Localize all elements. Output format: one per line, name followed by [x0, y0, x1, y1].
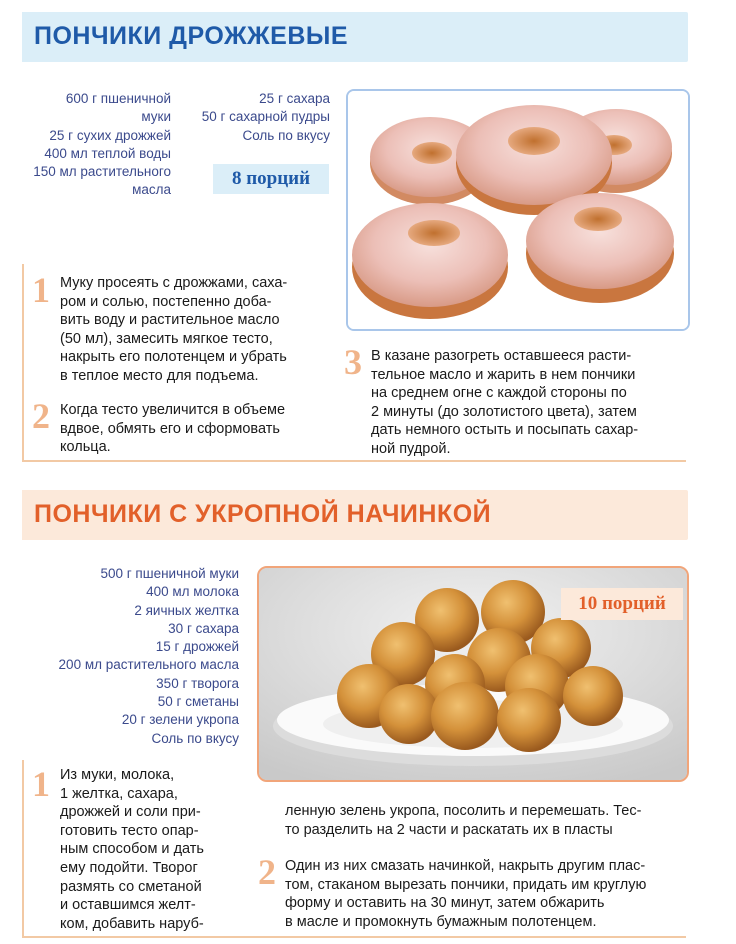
- step-line: 2 минуты (до золотистого цвета), затем: [371, 403, 637, 420]
- recipe1-left-rule: [22, 264, 24, 460]
- step-line: вдвое, обмять его и сформовать: [60, 420, 280, 437]
- step-line: и оставшимся желт-: [60, 897, 196, 914]
- step-line: (50 мл), замесить мягкое тесто,: [60, 330, 273, 347]
- recipe2-portions: 10 порций: [578, 593, 666, 614]
- step-line: ленную зелень укропа, посолить и перемешать. Тес-: [285, 803, 642, 819]
- ingredient: 30 г сахара: [168, 620, 239, 636]
- ingredient: 200 мл растительного масла: [58, 657, 239, 673]
- recipe2-ingredients: [59, 565, 239, 748]
- step-line: то разделить на 2 части и раскатать их в пласты: [285, 821, 613, 838]
- recipe1-title: ПОНЧИКИ ДРОЖЖЕВЫЕ: [34, 22, 349, 50]
- ingredient: 400 мл молока: [146, 584, 239, 600]
- step-line: 1 желтка, сахара,: [60, 785, 178, 802]
- step-line: дать немного остыть и посыпать сахар-: [371, 422, 639, 439]
- ingredient: 50 г сахарной пудры: [201, 109, 330, 125]
- ingredient: 400 мл теплой воды: [44, 145, 171, 161]
- step-line: ком, добавить наруб-: [60, 915, 204, 932]
- ingredient: муки: [141, 109, 171, 125]
- step-number-2: 2: [32, 396, 50, 436]
- ingredient: 500 г пшеничной муки: [100, 566, 239, 581]
- step-number-3: 3: [344, 342, 362, 382]
- step-line: Из муки, молока,: [60, 767, 175, 783]
- ingredient: 2 яичных желтка: [134, 602, 239, 618]
- ingredient: 600 г пшеничной: [65, 91, 171, 106]
- recipe2-step-1: [60, 766, 204, 933]
- step-line: тельное масло и жарить в нем пончики: [371, 366, 636, 383]
- donuts-image: [348, 91, 688, 329]
- step-number-2: 2: [258, 852, 276, 892]
- step-line: размять со сметаной: [60, 878, 202, 895]
- recipe1-step-3: [371, 347, 638, 459]
- ingredient: 20 г зелени укропа: [121, 712, 239, 728]
- recipe2-step-2: [285, 857, 646, 931]
- step-line: вить воду и растительное масло: [60, 312, 280, 329]
- ingredient: Соль по вкусу: [242, 127, 330, 143]
- step-line: форму и оставить на 30 минут, затем обжарить: [285, 895, 605, 912]
- step-line: Один из них смазать начинкой, накрыть другим плас-: [285, 858, 646, 874]
- ingredient: 150 мл растительного: [33, 164, 171, 180]
- ball-icon: [563, 666, 623, 726]
- recipe1-step-2: [60, 401, 285, 457]
- ball-icon: [497, 688, 561, 752]
- step-line: ной пудрой.: [371, 440, 451, 457]
- recipe1-bottom-rule: [22, 460, 686, 462]
- recipe1-portions: 8 порций: [231, 168, 311, 189]
- step-number-1: 1: [32, 270, 50, 310]
- recipe1-step-1: [60, 274, 287, 386]
- ball-icon: [431, 682, 499, 750]
- step-line: на среднем огне с каждой стороны по: [371, 385, 627, 402]
- recipe2-bottom-rule: [22, 936, 686, 938]
- recipe2-left-rule: [22, 760, 24, 938]
- ball-icon: [379, 684, 439, 744]
- step-line: накрыть его полотенцем и убрать: [60, 349, 287, 366]
- ingredient: Соль по вкусу: [151, 730, 239, 746]
- recipe2-step-1-continued: [285, 802, 641, 839]
- recipe2-title: ПОНЧИКИ С УКРОПНОЙ НАЧИНКОЙ: [34, 500, 492, 528]
- recipe2-photo: [257, 566, 689, 782]
- ingredient: 50 г сметаны: [157, 694, 239, 710]
- ingredient: 25 г сахара: [259, 91, 330, 106]
- step-line: в теплое место для подъема.: [60, 367, 259, 384]
- step-line: Когда тесто увеличится в объеме: [60, 402, 286, 418]
- step-line: Муку просеять с дрожжами, саха-: [60, 275, 288, 291]
- ingredient: 25 г сухих дрожжей: [49, 127, 171, 143]
- ingredient: масла: [132, 182, 171, 198]
- recipe1-ingredients-left: [33, 90, 171, 200]
- donut-icon: [526, 193, 674, 303]
- step-line: ему подойти. Творог: [60, 859, 198, 876]
- recipe2-title-bar: [22, 490, 688, 540]
- donut-icon: [352, 203, 508, 319]
- recipe1-photo: [346, 89, 690, 331]
- ingredient: 350 г творога: [156, 675, 239, 691]
- step-line: кольца.: [60, 439, 111, 456]
- recipe1-portions-badge: [213, 164, 329, 194]
- recipe2-portions-badge: [561, 588, 683, 620]
- recipe1-title-bar: [22, 12, 688, 62]
- ingredient: 15 г дрожжей: [155, 639, 239, 655]
- step-line: том, стаканом вырезать пончики, придать им круглую: [285, 876, 647, 893]
- step-line: В казане разогреть оставшееся расти-: [371, 348, 632, 364]
- step-line: дрожжей и соли при-: [60, 804, 201, 821]
- step-line: ным способом и дать: [60, 841, 204, 858]
- step-line: ром и солью, постепенно доба-: [60, 293, 272, 310]
- recipe1-ingredients-right: [202, 90, 330, 145]
- step-line: готовить тесто опар-: [60, 822, 199, 839]
- step-line: в масле и промокнуть бумажным полотенцем.: [285, 913, 597, 930]
- step-number-1: 1: [32, 764, 50, 804]
